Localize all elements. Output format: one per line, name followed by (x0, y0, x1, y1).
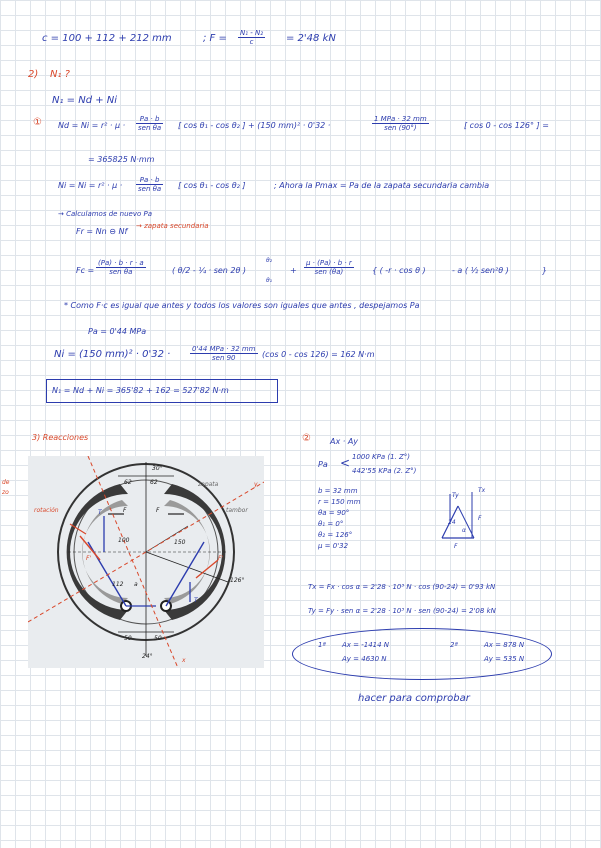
fc-term-3: - a ( ½ sen²θ ) (452, 266, 509, 275)
nd-result: = 365825 N·mm (88, 155, 155, 164)
fc-frac-2-den: sen (θa) (314, 268, 344, 276)
fc-plus: + (290, 266, 297, 275)
tri-24: 24 (448, 519, 456, 526)
fc-frac-1 (96, 259, 146, 276)
nd-eq-c: [ cos 0 - cos 126° ] = (464, 121, 549, 130)
tri-alpha: α (462, 527, 466, 534)
ni2-eq-a: Ni = (150 mm)² · 0'32 · (54, 349, 171, 360)
fc-close: } (542, 266, 548, 275)
fig-112: 112 (112, 581, 124, 588)
pa-label: Pa (318, 460, 328, 469)
fc-limit-upper: θ₂ (266, 257, 273, 264)
pa-value-1: 1000 KPa (1. Z°) (352, 453, 411, 461)
res-label-1: 1ª (318, 641, 326, 649)
section-2-title: N₁ ? (50, 69, 70, 80)
c-equation: c = 100 + 112 + 212 mm (42, 33, 172, 44)
param-t1: θ₁ = 0° (318, 520, 344, 528)
fig-126: 126° (230, 577, 245, 584)
nd-frac-2-num: 1 MPa · 32 mm (374, 115, 427, 123)
brake-diagram (28, 456, 264, 668)
res-ay1: Ay = 4630 N (342, 655, 387, 663)
fig-24: 24° (142, 653, 153, 660)
res-ax2: Ax = 878 N (484, 641, 525, 649)
ni-frac-den: sen θa (138, 185, 162, 193)
fig-zapata: zapata (198, 481, 219, 488)
ni-eq-b: [ cos θ₁ - cos θ₂ ] (178, 181, 246, 190)
fig-30: 30° (152, 465, 163, 472)
tri-Tx: Tx (478, 487, 486, 494)
calc-note: → Calculamos de nuevo Pa (58, 210, 153, 218)
fc-label: Fc = (76, 266, 95, 275)
ty-equation: Ty = Fy · sen α = 2'28 · 10³ N · sen (90-24) = 2'08 kN (308, 607, 496, 615)
note-line: * Como F·c es igual que antes y todos los valores son iguales que antes , despejamos Pa (64, 301, 420, 310)
f-result: = 2'48 kN (286, 33, 336, 44)
ni2-frac (190, 345, 258, 362)
fig-100: 100 (118, 537, 130, 544)
ni-frac-num: Pa · b (136, 176, 163, 185)
pa-value: Pa = 0'44 MPa (88, 327, 147, 336)
fig-rotacion: rotación (34, 507, 59, 514)
fig-y: y (254, 481, 258, 488)
f-fraction (238, 29, 265, 46)
fig-62a: 62 (124, 479, 132, 486)
fc-term-1: ( θ/2 - ¼ · sen 2θ ) (172, 266, 247, 275)
fig-62b: 62 (150, 479, 158, 486)
nd-frac-2 (372, 115, 429, 132)
force-triangle (428, 484, 498, 556)
section-2-number: 2) (28, 69, 39, 80)
fig-a: a (134, 581, 138, 588)
param-t2: θ₂ = 126° (318, 531, 353, 539)
param-ta: θa = 90° (318, 509, 350, 517)
param-r: r = 150 mm (318, 498, 361, 506)
n-total-equation: N₁ = Nd + Ni (52, 95, 118, 106)
f-fraction-den: c (249, 38, 254, 46)
fig-side-red: de zo (2, 479, 10, 496)
pa-value-2: 442'55 KPa (2. Z°) (352, 467, 417, 475)
nd-frac-1-num: Pa · b (136, 115, 163, 124)
fc-frac-1-num: (Pa) · b · r · a (98, 259, 144, 267)
nd-frac-2-den: sen (90°) (384, 124, 417, 132)
tri-Ty: Ty (452, 492, 459, 499)
param-b: b = 32 mm (318, 487, 358, 495)
zapata-secundaria-note: → zapata secundaria (136, 222, 209, 230)
ni-eq-c: ; Ahora la Pmax = Pa de la zapata secundaria cambia (274, 181, 490, 190)
fig-T1: T (98, 509, 102, 516)
nd-frac-1-den: sen θa (138, 124, 162, 132)
res-ax1: Ax = -1414 N (342, 641, 390, 649)
result-box-text: N₁ = Nd + Ni = 365'82 + 162 = 527'82 N·m (52, 386, 229, 395)
fig-Fp1: F' (86, 555, 92, 562)
tri-Fa: F (478, 515, 482, 522)
fig-50a: 50 (124, 635, 132, 642)
fc-frac-2 (304, 259, 354, 276)
ni2-frac-den: sen 90 (211, 354, 236, 362)
nd-frac-1 (136, 115, 163, 132)
res-label-2: 2ª (450, 641, 458, 649)
badge-1: ① (33, 117, 42, 128)
fig-150: 150 (174, 539, 186, 546)
param-mu: μ = 0'32 (318, 542, 349, 550)
fig-x: x (182, 657, 186, 664)
fc-limit-lower: θ₁ (266, 277, 273, 284)
brake-figure (28, 456, 264, 668)
nd-eq-b: [ cos θ₁ - cos θ₂ ] + (150 mm)² · 0'32 · (178, 121, 331, 130)
fig-tambor: tambor (226, 507, 248, 514)
fr-equation: Fr = Nn ⊖ Nf (76, 227, 128, 236)
ni-frac (136, 176, 163, 193)
badge-2: ② (302, 433, 311, 444)
ni2-frac-num: 0'44 MPa · 32 mm (192, 345, 256, 353)
fig-Fp2: F' (218, 555, 224, 562)
tx-equation: Tx = Fx · cos α = 2'28 · 10³ N · cos (90-24) = 0'93 kN (308, 583, 496, 591)
axay-label: Ax · Ay (330, 437, 359, 446)
res-ay2: Ay = 535 N (484, 655, 525, 663)
ni2-eq-b: (cos 0 - cos 126) = 162 N·m (262, 350, 375, 359)
fig-F1: F (123, 507, 127, 514)
f-label: ; F = (203, 33, 227, 44)
nd-eq-a: Nd = Ni = r² · μ · (58, 121, 126, 130)
pa-brace: < (340, 456, 351, 470)
fig-T2: T (194, 597, 198, 604)
tri-F: F (454, 543, 458, 550)
fig-F2: F (156, 507, 160, 514)
fc-term-2: { ( -r · cos θ ) (372, 266, 426, 275)
fc-frac-1-den: sen θa (109, 268, 133, 276)
fig-50b: 50 (154, 635, 162, 642)
section-3-title: 3) Reacciones (32, 433, 89, 442)
ni-eq-a: Ni = Ni = r² · μ · (58, 181, 123, 190)
f-fraction-num: N₁ - N₂ (240, 29, 264, 37)
fc-frac-2-num: μ · (Pa) · b · r (306, 259, 352, 267)
footer-note: hacer para comprobar (358, 693, 470, 704)
